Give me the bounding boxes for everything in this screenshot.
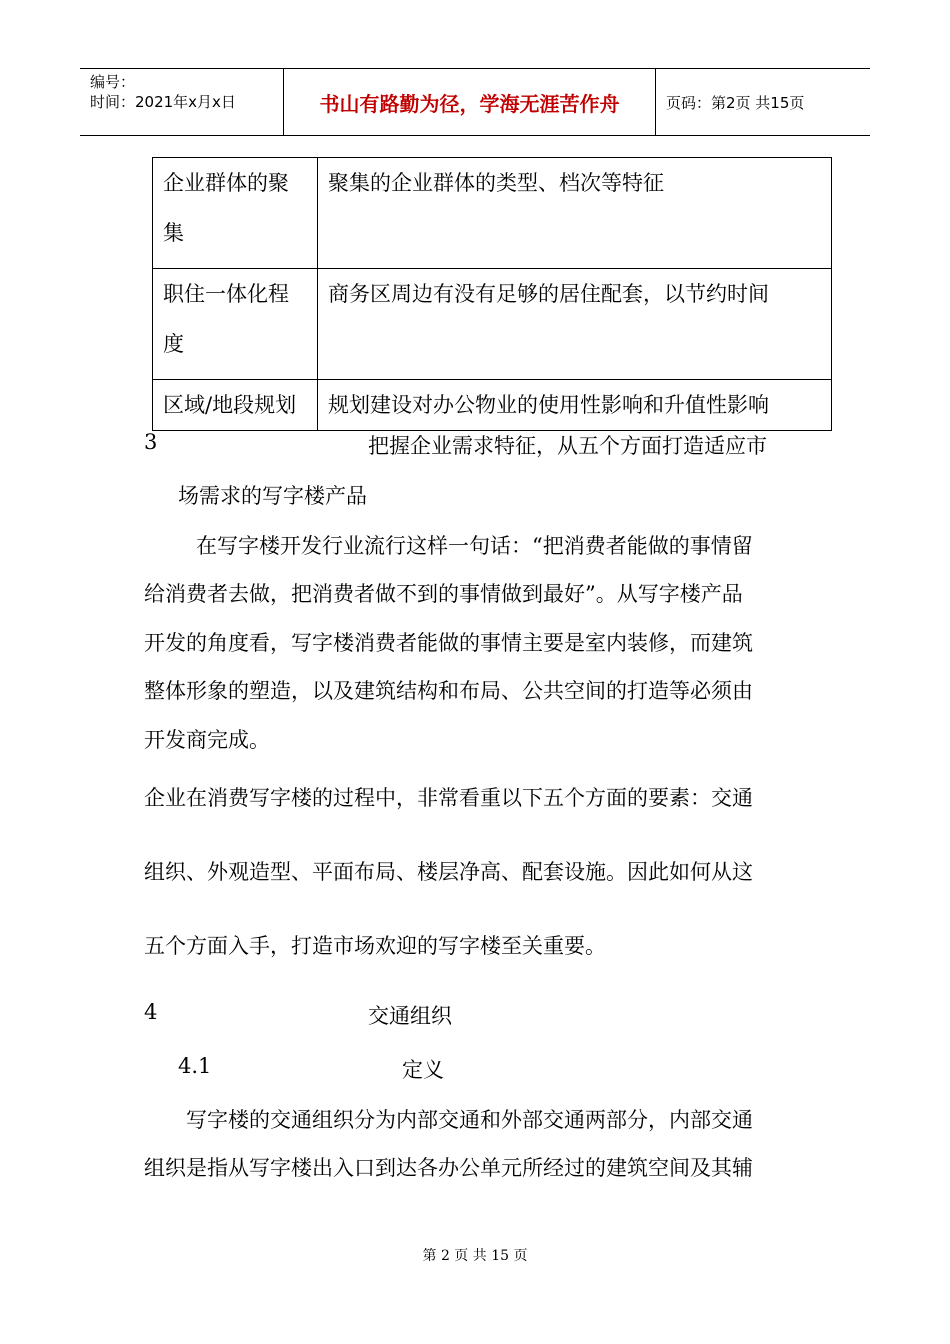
header-page: 页码：第2页 共15页	[666, 93, 805, 112]
paragraph-line: 开发商完成。	[144, 728, 270, 752]
section-3-heading	[144, 430, 844, 508]
page-footer: 第 2 页 共 15 页	[422, 1248, 528, 1264]
paragraph-line: 整体形象的塑造，以及建筑结构和布局、公共空间的打造等必须由	[144, 679, 753, 703]
table-row	[153, 380, 832, 431]
paragraph-line: 组织、外观造型、平面布局、楼层净高、配套设施。因此如何从这	[144, 860, 753, 884]
paragraph-line: 在写字楼开发行业流行这样一句话：“把消费者能做的事情留	[196, 534, 753, 558]
table-row	[153, 269, 832, 380]
paragraph-line: 给消费者去做，把消费者做不到的事情做到最好”。从写字楼产品	[144, 582, 743, 606]
paragraph-line: 五个方面入手，打造市场欢迎的写字楼至关重要。	[144, 934, 606, 958]
section-title-line1: 把握企业需求特征，从五个方面打造适应市	[368, 434, 767, 458]
page-header	[80, 68, 870, 136]
section-4-1-heading	[178, 1054, 578, 1084]
header-motto: 书山有路勤为径，学海无涯苦作舟	[284, 69, 656, 135]
table-cell-label	[153, 269, 318, 380]
cell-line: 集	[163, 221, 184, 245]
section-title: 交通组织	[368, 1004, 452, 1028]
cell-line: 度	[163, 332, 184, 356]
section-title: 定义	[402, 1058, 444, 1082]
table-cell-desc: 规划建设对办公物业的使用性影响和升值性影响	[318, 380, 832, 431]
cell-line: 职住一体化程	[163, 282, 289, 306]
table-row	[153, 158, 832, 269]
section-number: 3	[144, 430, 158, 454]
table-cell-desc: 商务区周边有没有足够的居住配套，以节约时间	[318, 269, 832, 380]
paragraph-line: 开发的角度看，写字楼消费者能做的事情主要是室内装修，而建筑	[144, 631, 753, 655]
section-title-line2: 场需求的写字楼产品	[178, 484, 367, 508]
section-number: 4.1	[178, 1054, 212, 1078]
paragraph-line: 组织是指从写字楼出入口到达各办公单元所经过的建筑空间及其辅	[144, 1156, 753, 1180]
header-number: 编号：	[90, 73, 136, 91]
header-meta	[80, 69, 284, 135]
section-4-heading	[144, 1000, 644, 1030]
cell-line: 企业群体的聚	[163, 171, 289, 195]
paragraph-line: 写字楼的交通组织分为内部交通和外部交通两部分，内部交通	[186, 1108, 753, 1132]
factor-table	[152, 157, 832, 431]
section-number: 4	[144, 1000, 158, 1024]
table-cell-label: 区域/地段规划	[153, 380, 318, 431]
table-cell-desc: 聚集的企业群体的类型、档次等特征	[318, 158, 832, 269]
paragraph-line: 企业在消费写字楼的过程中，非常看重以下五个方面的要素：交通	[144, 786, 753, 810]
header-time: 时间：2021年x月x日	[90, 93, 236, 111]
table-cell-label	[153, 158, 318, 269]
